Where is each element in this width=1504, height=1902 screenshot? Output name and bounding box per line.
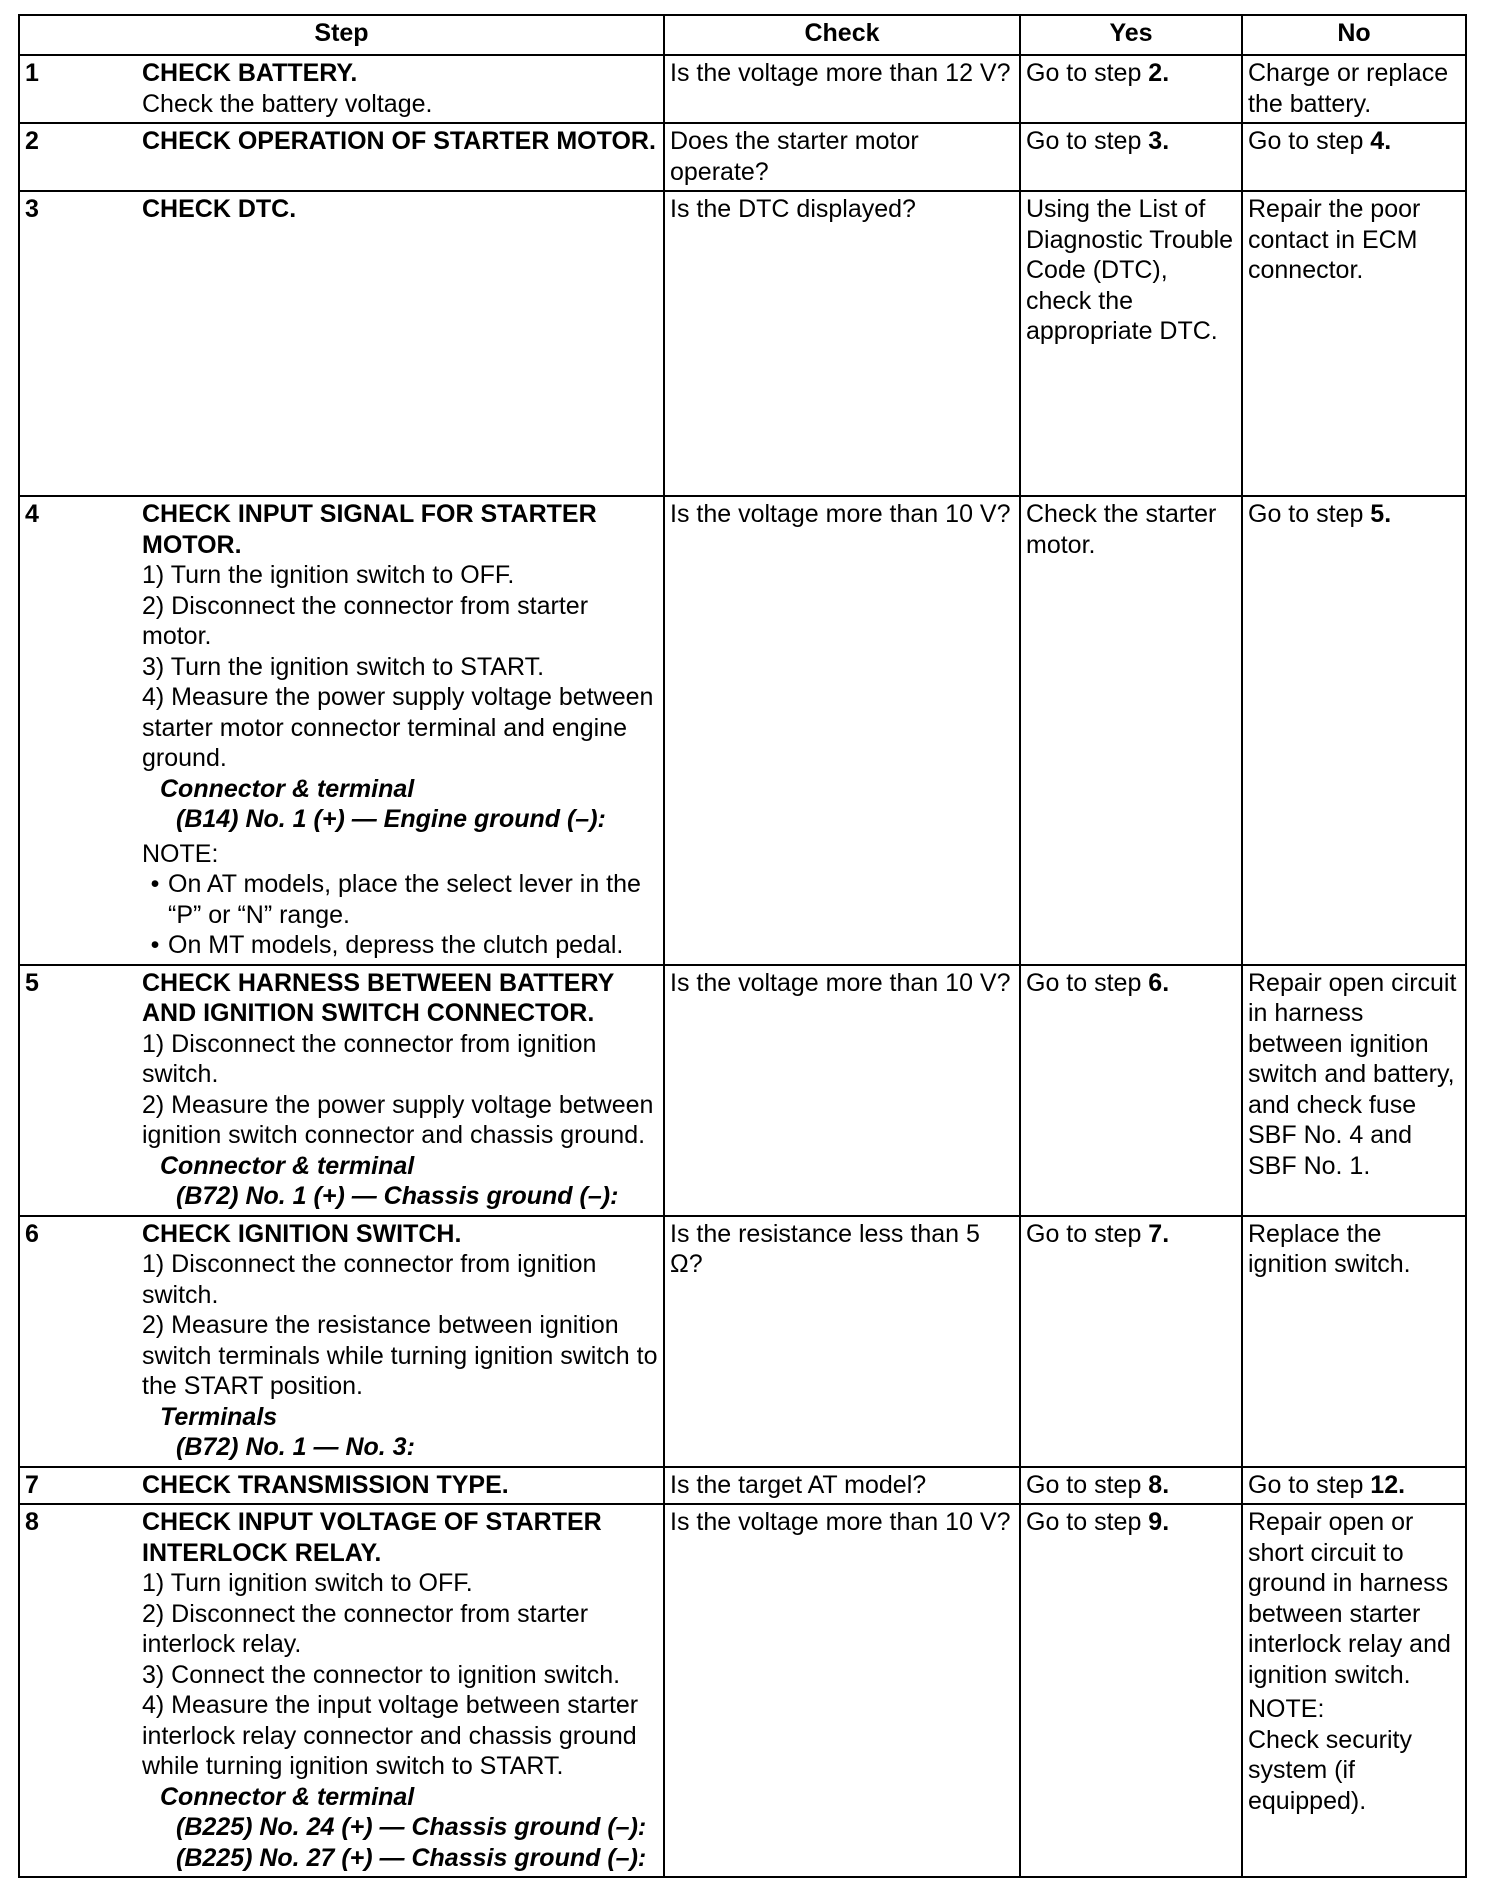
table-row	[19, 191, 1466, 496]
check-cell: Is the voltage more than 10 V?	[664, 965, 1020, 1216]
step-number: 2	[19, 123, 137, 191]
no-text: Go to step	[1248, 1470, 1371, 1499]
no-cell	[1242, 1467, 1466, 1505]
table-row	[19, 1504, 1466, 1877]
yes-cell	[1020, 1467, 1242, 1505]
step-description	[137, 965, 664, 1216]
yes-text: Go to step	[1026, 127, 1149, 155]
step-line: 1) Disconnect the connector from ignition switch.	[142, 1250, 597, 1309]
no-cell: Charge or replace the battery.	[1242, 55, 1466, 123]
check-cell: Does the starter motor operate?	[664, 123, 1020, 191]
table-row	[19, 496, 1466, 965]
yes-text: Go to step	[1026, 968, 1149, 997]
step-line: 2) Measure the power supply voltage between ignition switch connector and chassis ground.	[142, 1090, 654, 1149]
step-line: 3) Turn the ignition switch to START.	[142, 652, 545, 681]
yes-step-ref: 9.	[1148, 1508, 1170, 1536]
step-title: CHECK BATTERY.	[142, 59, 358, 87]
step-description	[137, 496, 664, 965]
yes-cell: Check the starter motor.	[1020, 496, 1242, 965]
no-cell	[1242, 496, 1466, 965]
yes-cell	[1020, 55, 1242, 123]
step-number: 7	[19, 1467, 137, 1505]
yes-cell	[1020, 965, 1242, 1216]
step-line: 2) Disconnect the connector from starter motor.	[142, 591, 589, 650]
yes-cell	[1020, 1216, 1242, 1467]
step-line: 2) Disconnect the connector from starter interlock relay.	[142, 1599, 589, 1658]
table-row	[19, 965, 1466, 1216]
spec-value: (B225) No. 27 (+) — Chassis ground (–):	[176, 1843, 647, 1872]
no-cell	[1242, 123, 1466, 191]
no-cell	[1242, 1504, 1466, 1877]
note-text: Check security system (if equipped).	[1248, 1725, 1412, 1815]
yes-step-ref: 3.	[1148, 127, 1170, 155]
no-cell: Replace the ignition switch.	[1242, 1216, 1466, 1467]
no-cell: Repair open circuit in harness between ignition switch and battery, and check fuse SBF No. 4 and SBF No. 1.	[1242, 965, 1466, 1216]
spec-heading: Connector & terminal	[160, 774, 415, 803]
table-row	[19, 123, 1466, 191]
spec-heading: Connector & terminal	[160, 1151, 415, 1180]
check-cell: Is the voltage more than 12 V?	[664, 55, 1020, 123]
step-line: 1) Disconnect the connector from ignition switch.	[142, 1029, 597, 1088]
yes-step-ref: 8.	[1148, 1470, 1170, 1499]
step-number: 6	[19, 1216, 137, 1467]
step-line: 3) Connect the connector to ignition switch.	[142, 1660, 621, 1689]
header-step: Step	[19, 15, 664, 55]
step-title: CHECK INPUT SIGNAL FOR STARTER MOTOR.	[142, 500, 597, 559]
yes-text: Go to step	[1026, 1219, 1149, 1248]
check-cell: Is the voltage more than 10 V?	[664, 496, 1020, 965]
step-title: CHECK OPERATION OF STARTER MOTOR.	[142, 127, 656, 155]
step-title: CHECK INPUT VOLTAGE OF STARTER INTERLOCK RELAY.	[142, 1508, 602, 1567]
step-line: 4) Measure the power supply voltage between starter motor connector terminal and engine ground.	[142, 683, 654, 772]
yes-step-ref: 2.	[1148, 59, 1170, 87]
spec-value: (B14) No. 1 (+) — Engine ground (–):	[176, 805, 606, 833]
step-line: 1) Turn ignition switch to OFF.	[142, 1569, 473, 1597]
note-bullet: • On AT models, place the select lever in the “P” or “N” range.	[142, 869, 658, 930]
no-step-ref: 12.	[1370, 1470, 1406, 1499]
note-bullet: • On MT models, depress the clutch pedal.	[142, 930, 658, 961]
no-cell: Repair the poor contact in ECM connector.	[1242, 191, 1466, 496]
note-heading: NOTE:	[142, 839, 219, 868]
yes-step-ref: 6.	[1148, 968, 1170, 997]
yes-text: Go to step	[1026, 1508, 1149, 1536]
note-heading: NOTE:	[1248, 1695, 1325, 1723]
diagnostic-table	[18, 14, 1467, 1878]
spec-heading: Terminals	[160, 1402, 278, 1431]
spec-value: (B72) No. 1 (+) — Chassis ground (–):	[176, 1182, 619, 1210]
table-row	[19, 55, 1466, 123]
step-title: CHECK DTC.	[142, 195, 297, 223]
step-line: 1) Turn the ignition switch to OFF.	[142, 561, 515, 589]
spec-heading: Connector & terminal	[160, 1782, 415, 1811]
step-number: 1	[19, 55, 137, 123]
step-line: 4) Measure the input voltage between starter interlock relay connector and chassis ground while turning ignition switch to START.	[142, 1691, 639, 1780]
step-number: 8	[19, 1504, 137, 1877]
spec-value: (B72) No. 1 — No. 3:	[176, 1433, 415, 1461]
yes-text: Go to step	[1026, 59, 1149, 87]
table-row	[19, 1467, 1466, 1505]
step-number: 4	[19, 496, 137, 965]
step-description	[137, 1216, 664, 1467]
no-text: Go to step	[1248, 127, 1371, 155]
header-check: Check	[664, 15, 1020, 55]
no-step-ref: 5.	[1370, 500, 1392, 528]
yes-cell	[1020, 1504, 1242, 1877]
check-cell: Is the resistance less than 5 Ω?	[664, 1216, 1020, 1467]
step-line: Check the battery voltage.	[142, 89, 433, 118]
yes-cell	[1020, 123, 1242, 191]
step-number: 5	[19, 965, 137, 1216]
header-no: No	[1242, 15, 1466, 55]
check-cell: Is the DTC displayed?	[664, 191, 1020, 496]
yes-cell: Using the List of Diagnostic Trouble Code (DTC), check the appropriate DTC.	[1020, 191, 1242, 496]
step-description	[137, 1467, 664, 1505]
header-row	[19, 15, 1466, 55]
step-title: CHECK TRANSMISSION TYPE.	[142, 1470, 509, 1499]
step-description	[137, 191, 664, 496]
step-description	[137, 1504, 664, 1877]
no-step-ref: 4.	[1370, 127, 1392, 155]
table-row	[19, 1216, 1466, 1467]
step-number: 3	[19, 191, 137, 496]
check-cell: Is the target AT model?	[664, 1467, 1020, 1505]
no-text: Repair open or short circuit to ground in harness between starter interlock relay and ignition switch.	[1248, 1508, 1451, 1689]
step-title: CHECK IGNITION SWITCH.	[142, 1219, 462, 1248]
step-description	[137, 123, 664, 191]
no-text: Go to step	[1248, 500, 1371, 528]
spec-value: (B225) No. 24 (+) — Chassis ground (–):	[176, 1813, 647, 1841]
check-cell: Is the voltage more than 10 V?	[664, 1504, 1020, 1877]
header-yes: Yes	[1020, 15, 1242, 55]
yes-step-ref: 7.	[1148, 1219, 1170, 1248]
step-line: 2) Measure the resistance between ignition switch terminals while turning ignition switch to the START position.	[142, 1311, 658, 1400]
step-title: CHECK HARNESS BETWEEN BATTERY AND IGNITION SWITCH CONNECTOR.	[142, 968, 614, 1027]
yes-text: Go to step	[1026, 1470, 1149, 1499]
step-description	[137, 55, 664, 123]
